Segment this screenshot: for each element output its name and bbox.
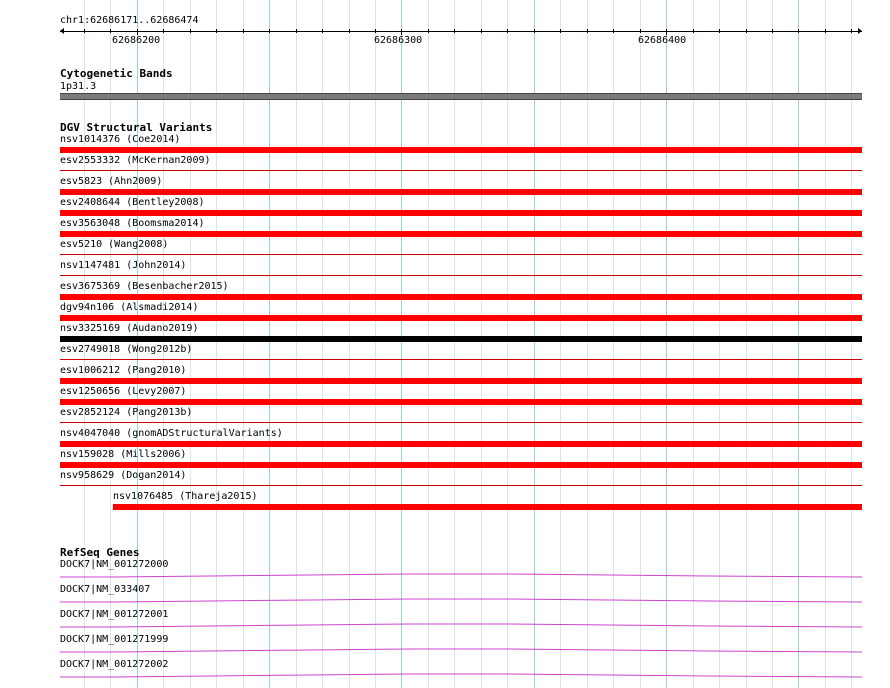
- grid-line: [851, 0, 852, 688]
- dgv-variant-bar[interactable]: [60, 147, 862, 153]
- refseq-transcript-line[interactable]: [60, 649, 862, 652]
- dgv-variant-label: esv2852124 (Pang2013b): [60, 407, 193, 418]
- refseq-transcript-line[interactable]: [60, 674, 862, 677]
- ruler-tick-label: 62686200: [112, 35, 161, 46]
- ruler-tick: [587, 29, 588, 33]
- grid-line: [507, 0, 508, 688]
- grid-line: [216, 0, 217, 688]
- ruler-tick: [507, 29, 508, 33]
- grid-line: [481, 0, 482, 688]
- dgv-variant-label: nsv1147481 (John2014): [60, 260, 187, 271]
- grid-line: [243, 0, 244, 688]
- ruler-tick: [798, 29, 799, 33]
- dgv-variant-bar[interactable]: [60, 189, 862, 195]
- grid-line: [825, 0, 826, 688]
- dgv-variant-line[interactable]: [60, 275, 862, 276]
- dgv-variant-line[interactable]: [60, 254, 862, 255]
- grid-line: [560, 0, 561, 688]
- dgv-variant-bar[interactable]: [60, 231, 862, 237]
- dgv-variant-bar[interactable]: [60, 399, 862, 405]
- refseq-gene-label[interactable]: DOCK7|NM_001272001: [60, 609, 169, 620]
- ruler-tick: [560, 29, 561, 33]
- dgv-variant-line[interactable]: [60, 359, 862, 360]
- ruler-tick: [163, 29, 164, 33]
- dgv-variant-label: esv3563048 (Boomsma2014): [60, 218, 205, 229]
- ruler-tick: [825, 29, 826, 33]
- refseq-gene-label[interactable]: DOCK7|NM_001272002: [60, 659, 169, 670]
- grid-line: [296, 0, 297, 688]
- dgv-variant-bar[interactable]: [60, 294, 862, 300]
- ruler-tick-label: 62686300: [374, 35, 423, 46]
- dgv-variant-line[interactable]: [60, 485, 862, 486]
- grid-line: [587, 0, 588, 688]
- grid-line: [454, 0, 455, 688]
- ruler-tick: [851, 29, 852, 33]
- dgv-variant-label: nsv1076485 (Thareja2015): [113, 491, 258, 502]
- refseq-gene-label[interactable]: DOCK7|NM_001272000: [60, 559, 169, 570]
- refseq-transcript-line[interactable]: [60, 599, 862, 602]
- ruler-tick: [481, 29, 482, 33]
- cytobands-track-title: Cytogenetic Bands: [60, 67, 173, 80]
- dgv-variant-label: esv2408644 (Bentley2008): [60, 197, 205, 208]
- ruler-right-arrow-icon: [858, 28, 862, 34]
- grid-line: [640, 0, 641, 688]
- refseq-transcript-line[interactable]: [60, 624, 862, 627]
- ruler-tick: [296, 29, 297, 33]
- grid-line: [428, 0, 429, 688]
- grid-line: [613, 0, 614, 688]
- grid-line: [322, 0, 323, 688]
- dgv-variant-line[interactable]: [60, 170, 862, 171]
- grid-line: [746, 0, 747, 688]
- grid-line: [719, 0, 720, 688]
- refseq-track-title: RefSeq Genes: [60, 546, 140, 559]
- ruler-tick: [216, 29, 217, 33]
- dgv-variant-bar[interactable]: [60, 462, 862, 468]
- ruler-tick: [693, 29, 694, 33]
- grid-line: [798, 0, 799, 688]
- grid-line: [772, 0, 773, 688]
- dgv-variant-bar[interactable]: [113, 504, 862, 510]
- ruler-tick: [772, 29, 773, 33]
- ruler-tick: [454, 29, 455, 33]
- ruler-tick: [640, 29, 641, 33]
- dgv-variant-label: esv5210 (Wang2008): [60, 239, 169, 250]
- dgv-variant-label: esv2553332 (McKernan2009): [60, 155, 211, 166]
- ruler-tick: [719, 29, 720, 33]
- ruler-tick: [84, 29, 85, 33]
- grid-line: [349, 0, 350, 688]
- dgv-variant-bar[interactable]: [60, 378, 862, 384]
- dgv-variant-label: esv2749018 (Wong2012b): [60, 344, 193, 355]
- grid-line: [666, 0, 667, 688]
- ruler-tick: [322, 29, 323, 33]
- ruler-tick: [746, 29, 747, 33]
- dgv-variant-label: nsv159028 (Mills2006): [60, 449, 187, 460]
- ruler-tick: [375, 29, 376, 33]
- ruler-tick: [613, 29, 614, 33]
- refseq-gene-label[interactable]: DOCK7|NM_001271999: [60, 634, 169, 645]
- dgv-variant-label: nsv3325169 (Audano2019): [60, 323, 199, 334]
- grid-line: [269, 0, 270, 688]
- grid-line: [375, 0, 376, 688]
- ruler-tick-label: 62686400: [638, 35, 687, 46]
- ruler-tick: [243, 29, 244, 33]
- dgv-variant-label: dgv94n106 (Alsmadi2014): [60, 302, 199, 313]
- ruler-tick: [428, 29, 429, 33]
- cytoband-label: 1p31.3: [60, 81, 97, 92]
- ruler-tick: [534, 29, 535, 33]
- dgv-variant-bar[interactable]: [60, 210, 862, 216]
- ruler-tick: [269, 29, 270, 33]
- region-label: chr1:62686171..62686474: [60, 15, 199, 26]
- dgv-variant-label: esv1006212 (Pang2010): [60, 365, 187, 376]
- dgv-variant-bar[interactable]: [60, 315, 862, 321]
- ruler-left-arrow-icon: [60, 28, 64, 34]
- dgv-variant-line[interactable]: [60, 422, 862, 423]
- grid-line: [401, 0, 402, 688]
- dgv-variant-bar[interactable]: [60, 336, 862, 342]
- dgv-variant-label: esv1250656 (Levy2007): [60, 386, 187, 397]
- grid-line: [693, 0, 694, 688]
- dgv-variant-label: nsv1014376 (Coe2014): [60, 134, 181, 145]
- grid-line: [534, 0, 535, 688]
- dgv-track-title: DGV Structural Variants: [60, 121, 213, 134]
- ruler-tick: [110, 29, 111, 33]
- refseq-transcript-line[interactable]: [60, 574, 862, 577]
- ruler[interactable]: [60, 31, 862, 32]
- dgv-variant-label: esv3675369 (Besenbacher2015): [60, 281, 229, 292]
- ruler-tick: [190, 29, 191, 33]
- dgv-variant-bar[interactable]: [60, 441, 862, 447]
- dgv-variant-label: nsv958629 (Dogan2014): [60, 470, 187, 481]
- ruler-tick: [349, 29, 350, 33]
- dgv-variant-label: nsv4047040 (gnomADStructuralVariants): [60, 428, 283, 439]
- refseq-gene-label[interactable]: DOCK7|NM_033407: [60, 584, 151, 595]
- cytoband-bar[interactable]: [60, 93, 862, 100]
- dgv-variant-label: esv5823 (Ahn2009): [60, 176, 163, 187]
